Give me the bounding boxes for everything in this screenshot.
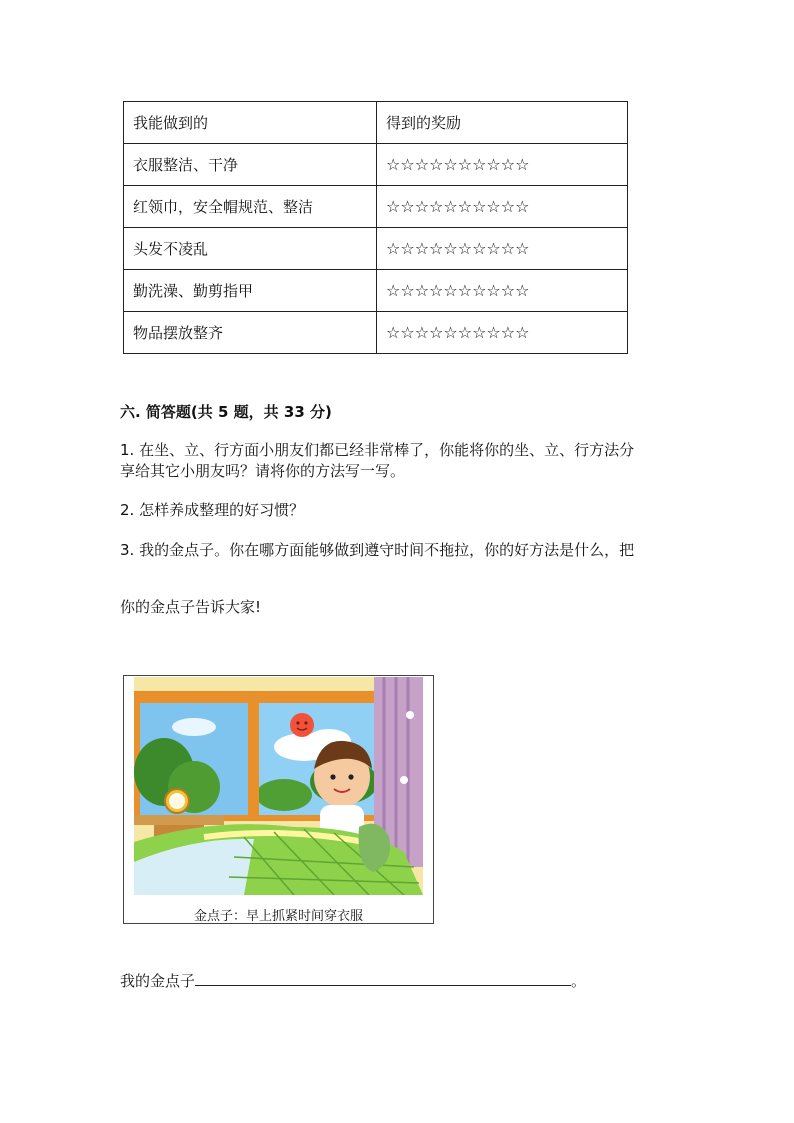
header-cell-can-do: 我能做到的 — [124, 102, 377, 144]
table-row — [124, 312, 628, 354]
behavior-cell: 头发不凌乱 — [124, 228, 377, 270]
stars-cell: ☆☆☆☆☆☆☆☆☆☆ — [377, 186, 628, 228]
question-2: 2. 怎样养成整理的好习惯？ — [120, 501, 305, 519]
question-3-line-1: 3. 我的金点子。你在哪方面能够做到遵守时间不拖拉，你的好方法是什么，把 — [120, 541, 635, 559]
section-title: 六. 简答题(共 5 题，共 33 分) — [120, 403, 332, 421]
behavior-cell: 物品摆放整齐 — [124, 312, 377, 354]
stars-cell: ☆☆☆☆☆☆☆☆☆☆ — [377, 312, 628, 354]
boy-making-bed-illustration — [134, 677, 423, 895]
illustration-caption: 金点子：早上抓紧时间穿衣服 — [193, 909, 363, 924]
table-row — [124, 228, 628, 270]
reward-table — [123, 101, 628, 354]
question-3-line-2: 你的金点子告诉大家! — [120, 598, 262, 616]
behavior-cell: 红领巾，安全帽规范、整洁 — [124, 186, 377, 228]
answer-blank-line[interactable] — [195, 971, 571, 986]
table-row — [124, 270, 628, 312]
header-cell-reward: 得到的奖励 — [377, 102, 628, 144]
answer-prefix: 我的金点子 — [120, 972, 196, 990]
question-1-line-1: 1. 在坐、立、行方面小朋友们都已经非常棒了，你能将你的坐、立、行方法分 — [120, 441, 635, 459]
stars-cell: ☆☆☆☆☆☆☆☆☆☆ — [377, 144, 628, 186]
question-1-line-2: 享给其它小朋友吗？请将你的方法写一写。 — [120, 462, 406, 480]
answer-suffix: 。 — [571, 972, 587, 990]
table-row — [124, 186, 628, 228]
behavior-cell: 衣服整洁、干净 — [124, 144, 377, 186]
behavior-cell: 勤洗澡、勤剪指甲 — [124, 270, 377, 312]
table-header-row — [124, 102, 628, 144]
stars-cell: ☆☆☆☆☆☆☆☆☆☆ — [377, 228, 628, 270]
answer-line-row — [120, 970, 586, 991]
stars-cell: ☆☆☆☆☆☆☆☆☆☆ — [377, 270, 628, 312]
illustration-frame — [123, 675, 434, 924]
table-row — [124, 144, 628, 186]
